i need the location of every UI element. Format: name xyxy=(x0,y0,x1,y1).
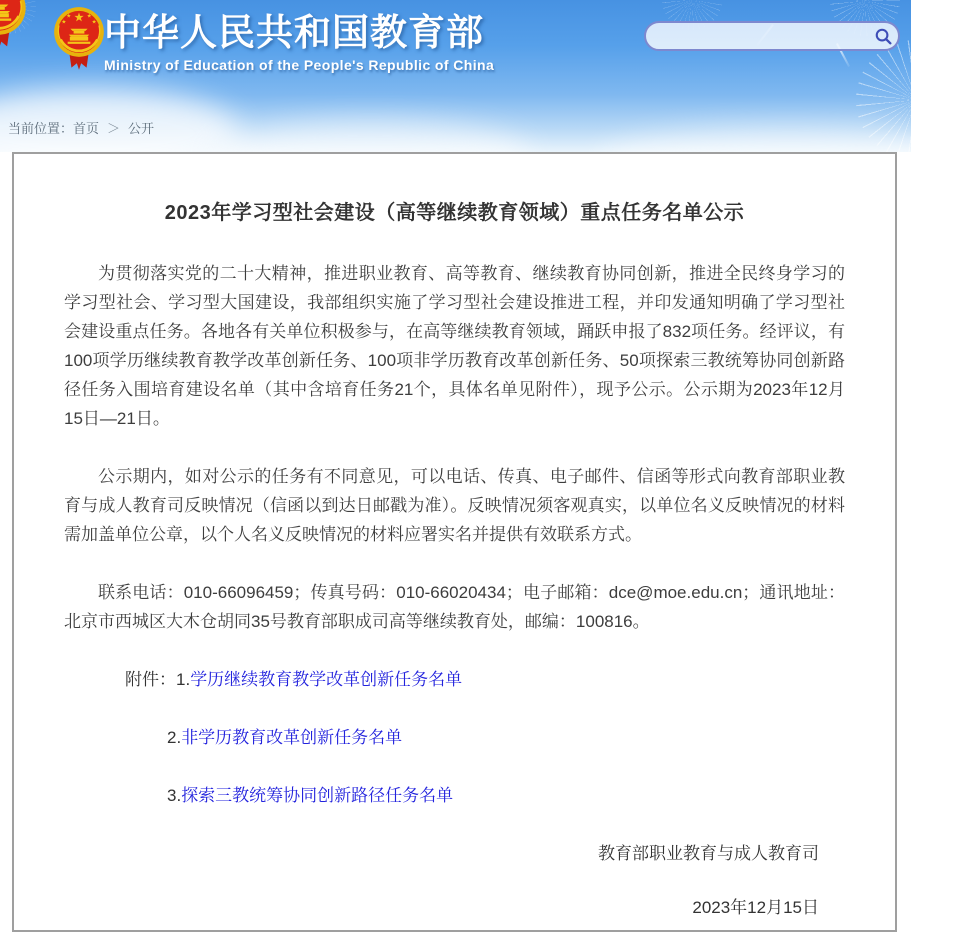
attachment-number: 2. xyxy=(167,728,182,747)
article-panel xyxy=(12,152,897,932)
site-header xyxy=(0,0,911,152)
issuer-signature: 教育部职业教育与成人教育司 xyxy=(598,844,819,863)
search-box[interactable] xyxy=(644,21,900,51)
breadcrumb-separator: ＞ xyxy=(107,121,121,136)
attachment-row-2 xyxy=(64,723,845,752)
dandelion-decoration xyxy=(856,40,976,160)
issue-date: 2023年12月15日 xyxy=(692,898,819,917)
article-paragraph: 为贯彻落实党的二十大精神，推进职业教育、高等教育、继续教育协同创新，推进全民终身学习的学习型社会、学习型大国建设，我部组织实施了学习型社会建设推进工程，并印发通知明确了学习型社会建设重点任务。各地各有关单位积极参与，在高等继续教育领域，踊跃申报了832项任务。经评议，有100项学历继续教育教学改革创新任务、100项非学历教育改革创新任务、50项探索三教统筹协同创新路径任务入围培育建设名单（其中含培育任务21个，具体名单见附件），现予公示。公示期为2023年12月15日—21日。 xyxy=(64,264,845,428)
attachment-number: 3. xyxy=(167,786,182,805)
search-input[interactable] xyxy=(646,23,868,49)
article-paragraph: 公示期内，如对公示的任务有不同意见，可以电话、传真、电子邮件、信函等形式向教育部职业教育与成人教育司反映情况（信函以到达日邮戳为准）。反映情况须客观真实，以单位名义反映情况的材料需加盖单位公章，以个人名义反映情况的材料应署实名并提供有效联系方式。 xyxy=(64,467,845,544)
attachment-link-2[interactable]: 非学历教育改革创新任务名单 xyxy=(181,728,403,747)
site-title: 中华人民共和国教育部 xyxy=(104,12,484,53)
attachments-section xyxy=(64,665,845,810)
attachment-number: 1. xyxy=(176,670,191,689)
attachment-link-3[interactable]: 探索三教统筹协同创新路径任务名单 xyxy=(181,786,454,805)
breadcrumb-open-link[interactable]: 公开 xyxy=(128,121,155,136)
attachment-link-1[interactable]: 学历继续教育教学改革创新任务名单 xyxy=(190,670,463,689)
attachments-label: 附件： xyxy=(125,670,176,689)
national-emblem-corner-icon xyxy=(0,0,28,50)
national-emblem-icon xyxy=(52,6,106,72)
breadcrumb xyxy=(8,118,154,137)
breadcrumb-label: 当前位置： xyxy=(8,121,74,136)
search-icon[interactable] xyxy=(868,23,898,49)
attachment-row-1 xyxy=(64,665,845,694)
site-subtitle-english: Ministry of Education of the People's Republic of China xyxy=(104,57,495,73)
attachment-row-3 xyxy=(64,781,845,810)
article-paragraph: 联系电话：010-66096459；传真号码：010-66020434；电子邮箱：dce@moe.edu.cn；通讯地址：北京市西城区大木仓胡同35号教育部职成司高等继续教育处，邮编：100816。 xyxy=(64,583,845,631)
article-title: 2023年学习型社会建设（高等继续教育领域）重点任务名单公示 xyxy=(164,202,745,224)
breadcrumb-home-link[interactable]: 首页 xyxy=(73,121,100,136)
